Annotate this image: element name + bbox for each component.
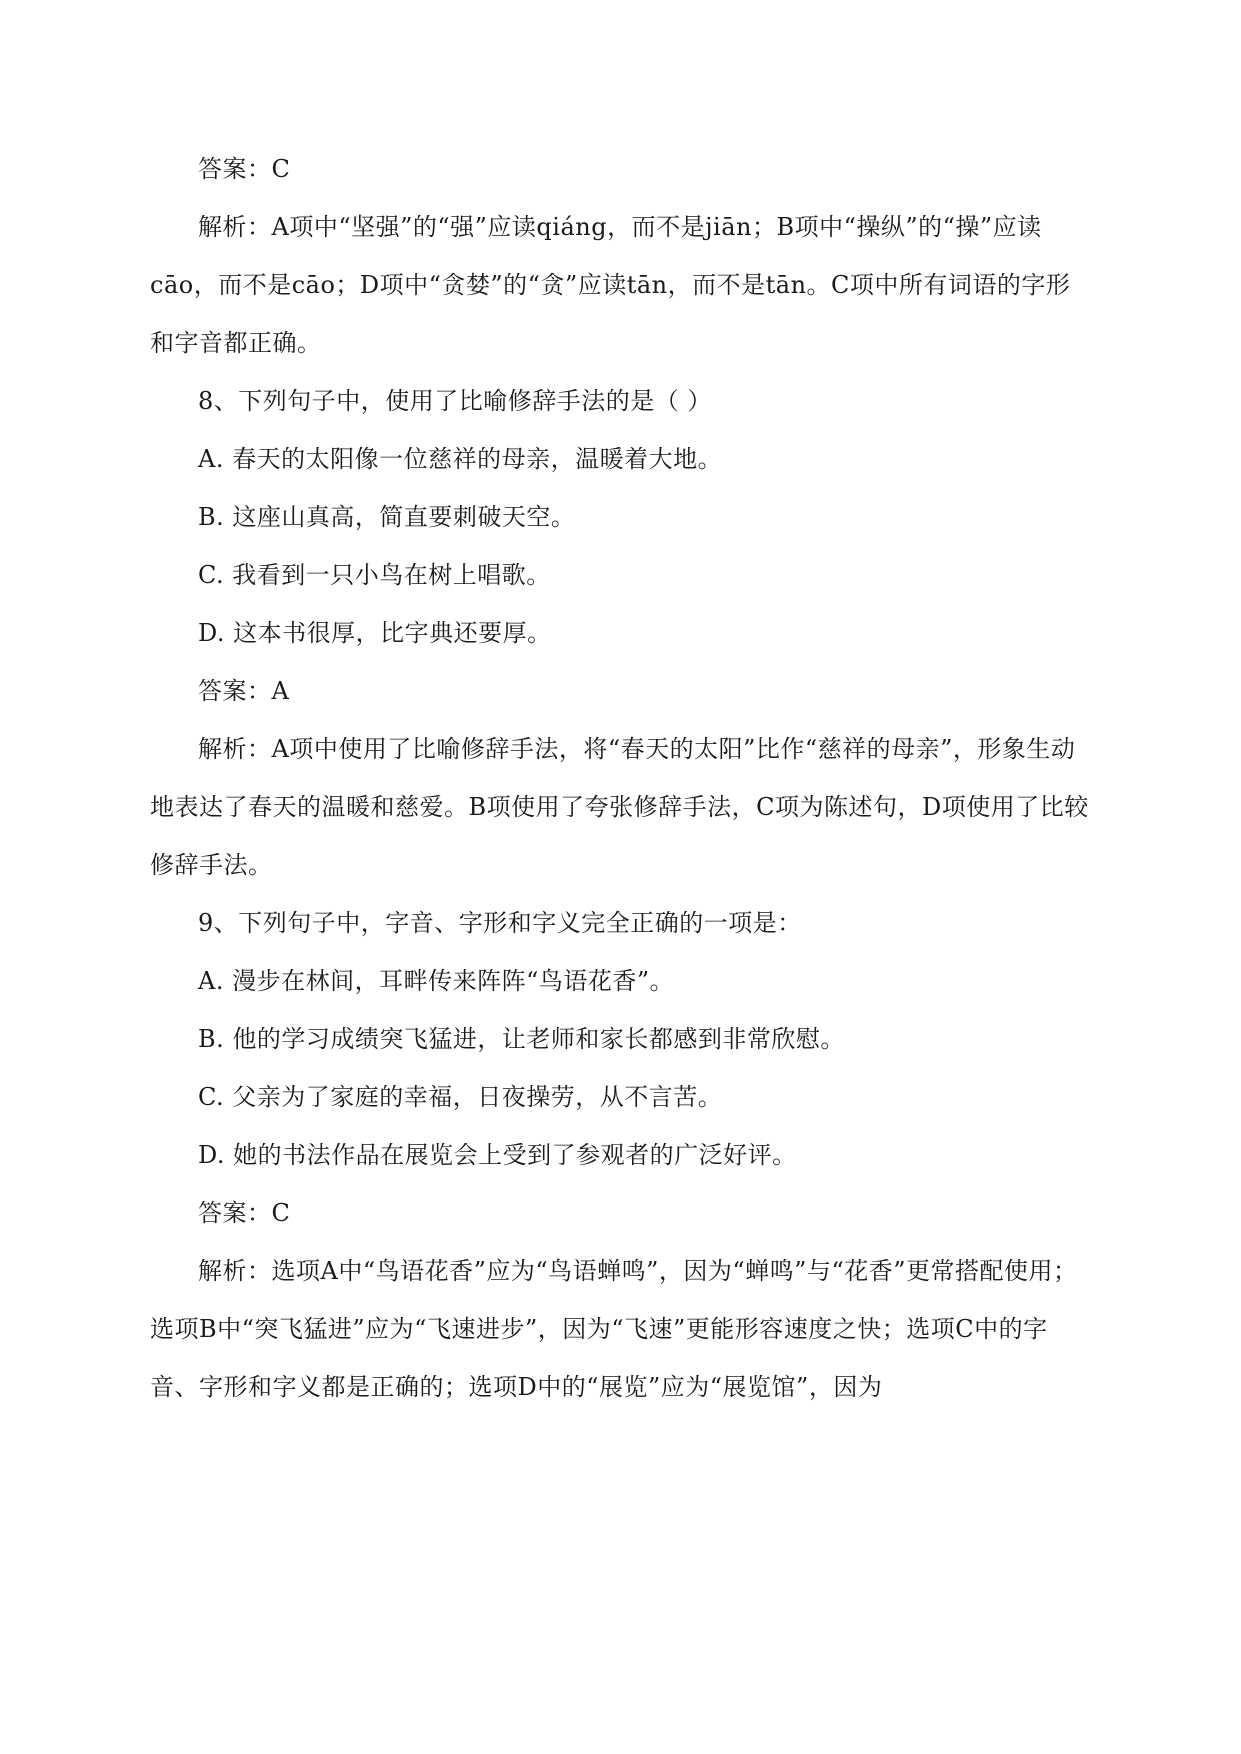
q8-option-c: C. 我看到一只小鸟在树上唱歌。	[198, 561, 551, 589]
q9-question: 9、下列句子中，字音、字形和字义完全正确的一项是：	[198, 909, 802, 937]
q8-answer: 答案：A	[198, 677, 290, 705]
q9-option-b: B. 他的学习成绩突飞猛进，让老师和家长都感到非常欣慰。	[198, 1025, 845, 1053]
q8-analysis: 解析：A项中使用了比喻修辞手法，将“春天的太阳”比作“慈祥的母亲”，形象生动地表达了春天的温暖和慈爱。B项使用了夸张修辞手法，C项为陈述句，D项使用了比较修辞手法。	[150, 735, 1089, 879]
q9-option-d: D. 她的书法作品在展览会上受到了参观者的广泛好评。	[198, 1141, 797, 1169]
q7-answer: 答案：C	[198, 155, 291, 183]
q8-question: 8、下列句子中，使用了比喻修辞手法的是（ ）	[198, 387, 712, 415]
q9-option-a: A. 漫步在林间，耳畔传来阵阵“鸟语花香”。	[198, 967, 675, 995]
q9-answer: 答案：C	[198, 1199, 291, 1227]
q8-option-a: A. 春天的太阳像一位慈祥的母亲，温暖着大地。	[198, 445, 723, 473]
document-page	[150, 140, 1090, 1416]
q8-option-b: B. 这座山真高，简直要刺破天空。	[198, 503, 576, 531]
q9-option-c: C. 父亲为了家庭的幸福，日夜操劳，从不言苦。	[198, 1083, 723, 1111]
q7-analysis: 解析：A项中“坚强”的“强”应读qiáng，而不是jiān；B项中“操纵”的“操”应读cāo，而不是cāo；D项中“贪婪”的“贪”应读tān，而不是tān。C项中所有词语的字形和字音都正确。	[150, 213, 1071, 357]
q8-option-d: D. 这本书很厚，比字典还要厚。	[198, 619, 552, 647]
q9-analysis: 解析：选项A中“鸟语花香”应为“鸟语蝉鸣”，因为“蝉鸣”与“花香”更常搭配使用；选项B中“突飞猛进”应为“飞速进步”，因为“飞速”更能形容速度之快；选项C中的字音、字形和字义都是正确的；选项D中的“展览”应为“展览馆”，因为	[150, 1257, 1078, 1401]
